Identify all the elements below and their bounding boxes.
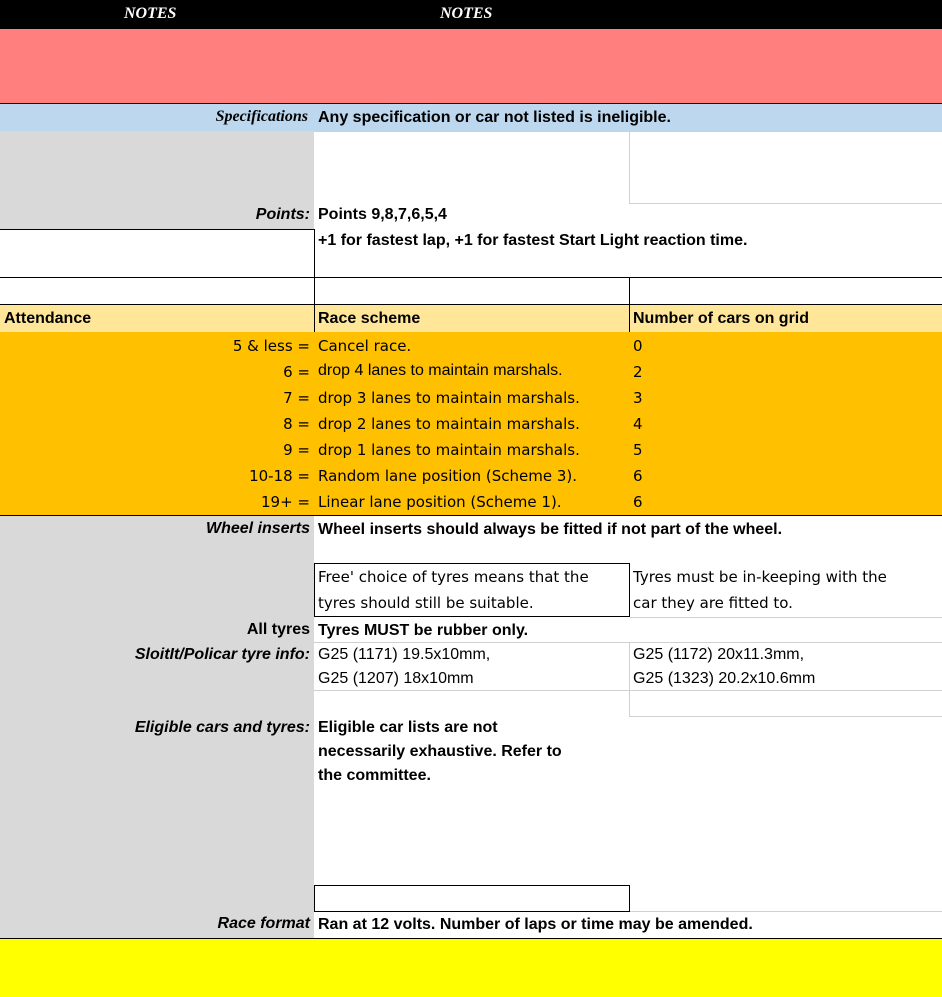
all-tyres-label: All tyres xyxy=(246,621,310,638)
attendance-value: 19+ = xyxy=(261,493,310,511)
attendance-value: 10-18 = xyxy=(249,467,310,485)
race-format-label: Race format xyxy=(217,915,310,932)
specifications-label: Specifications xyxy=(215,108,308,125)
race-scheme-value: drop 2 lanes to maintain marshals. xyxy=(318,415,580,433)
cars-value: 5 xyxy=(633,441,643,459)
attendance-header: Attendance xyxy=(4,310,92,327)
blank-cell xyxy=(314,885,630,912)
cars-value: 0 xyxy=(633,337,643,355)
cars-value: 3 xyxy=(633,389,643,407)
cars-on-grid-header: Number of cars on grid xyxy=(633,310,810,327)
keeping-line: car they are fitted to. xyxy=(633,594,793,612)
tyre-info-right: G25 (1323) 20.2x10.6mm xyxy=(633,670,816,687)
keeping-line: Tyres must be in-keeping with the xyxy=(633,568,887,586)
points-label: Points: xyxy=(255,206,310,223)
specifications-text: Any specification or car not listed is ineligible. xyxy=(318,109,671,126)
points-bonus: +1 for fastest lap, +1 for fastest Start Light reaction time. xyxy=(318,232,748,249)
attendance-value: 8 = xyxy=(283,415,310,433)
notes-band xyxy=(0,29,942,104)
cars-value: 4 xyxy=(633,415,643,433)
attendance-value: 5 & less = xyxy=(232,337,310,355)
attendance-value: 7 = xyxy=(283,389,310,407)
race-scheme-value: Random lane position (Scheme 3). xyxy=(318,467,578,485)
points-scheme: Points 9,8,7,6,5,4 xyxy=(318,206,447,223)
eligible-text: necessarily exhaustive. Refer to xyxy=(318,743,562,760)
eligible-text: Eligible car lists are not xyxy=(318,719,498,736)
race-scheme-value: drop 3 lanes to maintain marshals. xyxy=(318,389,580,407)
tyre-info-left: G25 (1171) 19.5x10mm, xyxy=(318,646,491,663)
attendance-value: 9 = xyxy=(283,441,310,459)
bottom-band xyxy=(0,939,942,997)
attendance-value: 6 = xyxy=(283,363,310,381)
free-choice-line: tyres should still be suitable. xyxy=(318,594,534,612)
notes-header-left: NOTES xyxy=(124,5,177,22)
tyre-info-left: G25 (1207) 18x10mm xyxy=(318,670,474,687)
race-format-text: Ran at 12 volts. Number of laps or time may be amended. xyxy=(318,916,753,933)
notes-header-right: NOTES xyxy=(440,5,493,22)
tyre-info-right: G25 (1172) 20x11.3mm, xyxy=(633,646,805,663)
eligible-label: Eligible cars and tyres: xyxy=(134,719,310,736)
eligible-text: the committee. xyxy=(318,767,431,784)
race-scheme-value: drop 4 lanes to maintain marshals. xyxy=(318,362,563,379)
blank-cell xyxy=(0,229,315,278)
race-scheme-value: Cancel race. xyxy=(318,337,412,355)
all-tyres-text: Tyres MUST be rubber only. xyxy=(318,622,529,639)
cars-value: 2 xyxy=(633,363,643,381)
race-scheme-header: Race scheme xyxy=(318,310,421,327)
free-choice-line: Free' choice of tyres means that the xyxy=(318,568,589,586)
race-scheme-value: Linear lane position (Scheme 1). xyxy=(318,493,562,511)
wheel-inserts-label: Wheel inserts xyxy=(205,520,310,537)
tyre-info-label: SloitIt/Policar tyre info: xyxy=(134,646,310,663)
cars-value: 6 xyxy=(633,493,643,511)
race-scheme-value: drop 1 lanes to maintain marshals. xyxy=(318,441,580,459)
wheel-inserts-text: Wheel inserts should always be fitted if not part of the wheel. xyxy=(318,521,783,538)
cars-value: 6 xyxy=(633,467,643,485)
